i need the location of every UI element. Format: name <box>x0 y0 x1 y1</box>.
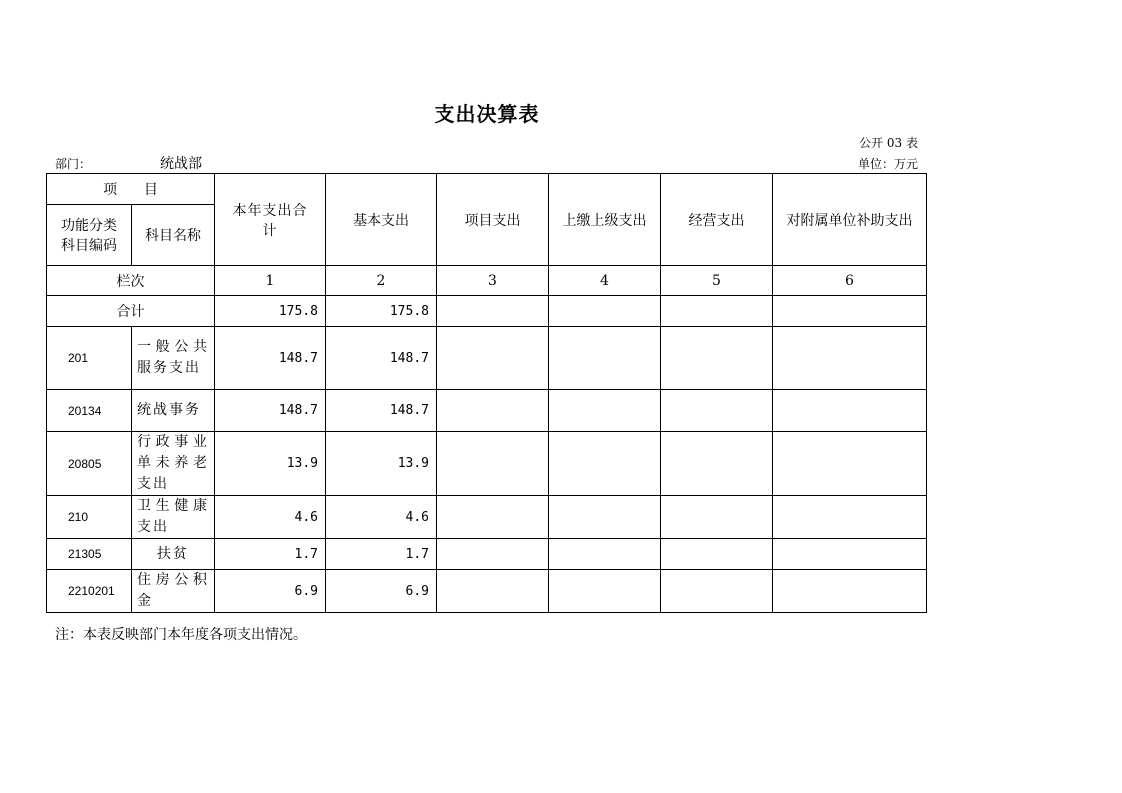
row-name: 行政事业单未养老支出 <box>132 432 215 496</box>
row-basic: 148.7 <box>326 390 437 432</box>
empty-cell <box>661 327 773 390</box>
row-total: 4.6 <box>215 496 326 539</box>
empty-cell <box>549 327 661 390</box>
row-total: 148.7 <box>215 327 326 390</box>
header-code: 功能分类科目编码 <box>47 205 132 266</box>
empty-cell <box>549 496 661 539</box>
row-total: 13.9 <box>215 432 326 496</box>
row-basic: 148.7 <box>326 327 437 390</box>
col-index-cell: 2 <box>326 266 437 296</box>
row-code: 20805 <box>47 432 132 496</box>
empty-cell <box>549 390 661 432</box>
total-row <box>47 296 927 327</box>
table-row <box>47 432 927 496</box>
row-code: 21305 <box>47 539 132 570</box>
row-name: 扶贫 <box>132 539 215 570</box>
row-code: 210 <box>47 496 132 539</box>
header-upper: 上缴上级支出 <box>549 174 661 266</box>
total-amount: 175.8 <box>215 296 326 327</box>
table-row <box>47 570 927 613</box>
header-subsidiary: 对附属单位补助支出 <box>773 174 927 266</box>
table-row <box>47 390 927 432</box>
empty-cell <box>773 496 927 539</box>
empty-cell <box>661 570 773 613</box>
row-basic: 13.9 <box>326 432 437 496</box>
empty-cell <box>661 496 773 539</box>
empty-cell <box>773 539 927 570</box>
header-total: 本年支出合计 <box>215 174 326 266</box>
department-label: 部门： <box>55 157 92 171</box>
col-index-cell: 1 <box>215 266 326 296</box>
empty-cell <box>773 296 927 327</box>
table-row <box>47 539 927 570</box>
row-total: 148.7 <box>215 390 326 432</box>
col-index-cell: 4 <box>549 266 661 296</box>
row-code: 201 <box>47 327 132 390</box>
total-basic: 175.8 <box>326 296 437 327</box>
table-row <box>47 327 927 390</box>
row-code: 20134 <box>47 390 132 432</box>
empty-cell <box>773 390 927 432</box>
department-name: 统战部 <box>160 156 202 172</box>
empty-cell <box>661 432 773 496</box>
empty-cell <box>437 539 549 570</box>
header-basic: 基本支出 <box>326 174 437 266</box>
header-item: 项 目 <box>47 174 215 205</box>
unit-label: 单位：万元 <box>857 157 918 171</box>
col-index-cell: 6 <box>773 266 927 296</box>
row-basic: 6.9 <box>326 570 437 613</box>
row-basic: 4.6 <box>326 496 437 539</box>
form-number: 公开 03 表 <box>859 136 918 150</box>
empty-cell <box>661 390 773 432</box>
empty-cell <box>773 570 927 613</box>
header-name: 科目名称 <box>132 205 215 266</box>
row-name: 一般公共服务支出 <box>132 327 215 390</box>
expenditure-table <box>46 173 927 613</box>
col-index-label: 栏次 <box>47 266 215 296</box>
empty-cell <box>437 570 549 613</box>
row-total: 6.9 <box>215 570 326 613</box>
page-title: 支出决算表 <box>434 102 540 126</box>
col-index-cell: 5 <box>661 266 773 296</box>
row-total: 1.7 <box>215 539 326 570</box>
column-index-row <box>47 266 927 296</box>
row-name: 卫生健康支出 <box>132 496 215 539</box>
empty-cell <box>549 570 661 613</box>
empty-cell <box>437 390 549 432</box>
total-label: 合计 <box>47 296 215 327</box>
row-code: 2210201 <box>47 570 132 613</box>
empty-cell <box>437 296 549 327</box>
row-basic: 1.7 <box>326 539 437 570</box>
header-business: 经营支出 <box>661 174 773 266</box>
row-name: 统战事务 <box>132 390 215 432</box>
header-project: 项目支出 <box>437 174 549 266</box>
empty-cell <box>549 539 661 570</box>
empty-cell <box>773 327 927 390</box>
empty-cell <box>549 432 661 496</box>
empty-cell <box>437 432 549 496</box>
empty-cell <box>661 296 773 327</box>
empty-cell <box>773 432 927 496</box>
empty-cell <box>437 327 549 390</box>
empty-cell <box>661 539 773 570</box>
empty-cell <box>549 296 661 327</box>
empty-cell <box>437 496 549 539</box>
table-note: 注：本表反映部门本年度各项支出情况。 <box>55 627 307 643</box>
table-row <box>47 496 927 539</box>
row-name: 住房公积金 <box>132 570 215 613</box>
col-index-cell: 3 <box>437 266 549 296</box>
